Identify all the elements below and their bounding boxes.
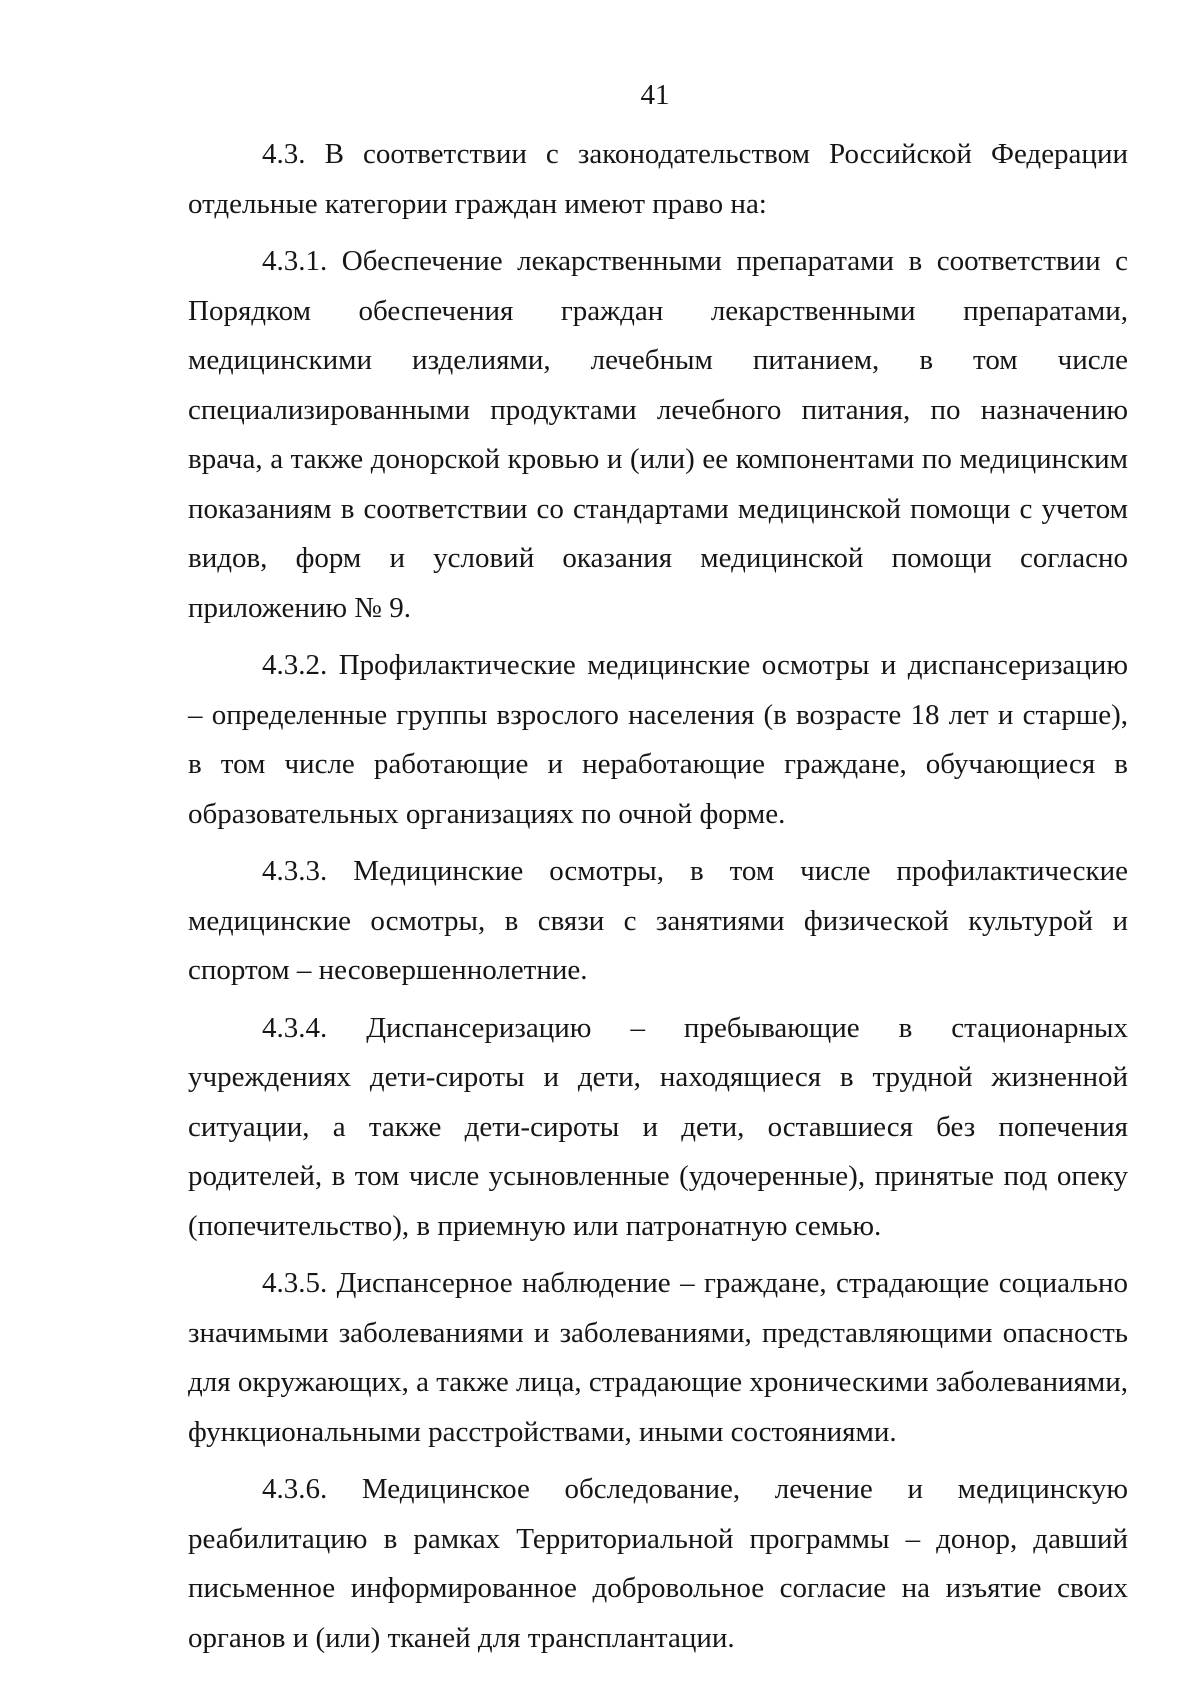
paragraph-4-3: 4.3. В соответствии с законодательством Российской Федерации отдельные категории граждан имеют право на: bbox=[188, 138, 1128, 220]
paragraph-4-3-6: 4.3.6. Медицинское обследование, лечение и медицинскую реабилитацию в рамках Территориальной программы – донор, давший письменное информированное добровольное согласие на изъятие своих органов и (или) тканей для трансплантации. bbox=[188, 1473, 1128, 1654]
paragraph-4-3-5: 4.3.5. Диспансерное наблюдение – граждане, страдающие социально значимыми заболеваниями и заболеваниями, представляющими опасность для окружающих, а также лица, страдающие хроническими заболеваниями, функциональными расстройствами, иными состояниями. bbox=[188, 1267, 1128, 1448]
paragraph-4-3-2: 4.3.2. Профилактические медицинские осмотры и диспансеризацию – определенные группы взрослого населения (в возрасте 18 лет и старше), в том числе работающие и неработающие граждане, обучающиеся в образовательных организациях по очной форме. bbox=[188, 649, 1128, 830]
paragraph-4-3-4: 4.3.4. Диспансеризацию – пребывающие в стационарных учреждениях дети-сироты и дети, находящиеся в трудной жизненной ситуации, а также дети-сироты и дети, оставшиеся без попечения родителей, в том числе усыновленные (удочеренные), принятые под опеку (попечительство), в приемную или патронатную семью. bbox=[188, 1011, 1128, 1242]
page-number: 41 bbox=[640, 79, 670, 111]
paragraph-4-3-1: 4.3.1. Обеспечение лекарственными препаратами в соответствии с Порядком обеспечения граждан лекарственными препаратами, медицинскими изделиями, лечебным питанием, в том числе специализированными продуктами лечебного питания, по назначению врача, а также донорской кровью и (или) ее компонентами по медицинским показаниям в соответствии со стандартами медицинской помощи с учетом видов, форм и условий оказания медицинской помощи согласно приложению № 9. bbox=[188, 245, 1128, 624]
document-body bbox=[188, 130, 1128, 1671]
paragraph-4-3-3: 4.3.3. Медицинские осмотры, в том числе профилактические медицинские осмотры, в связи с занятиями физической культурой и спортом – несовершеннолетние. bbox=[188, 855, 1128, 986]
